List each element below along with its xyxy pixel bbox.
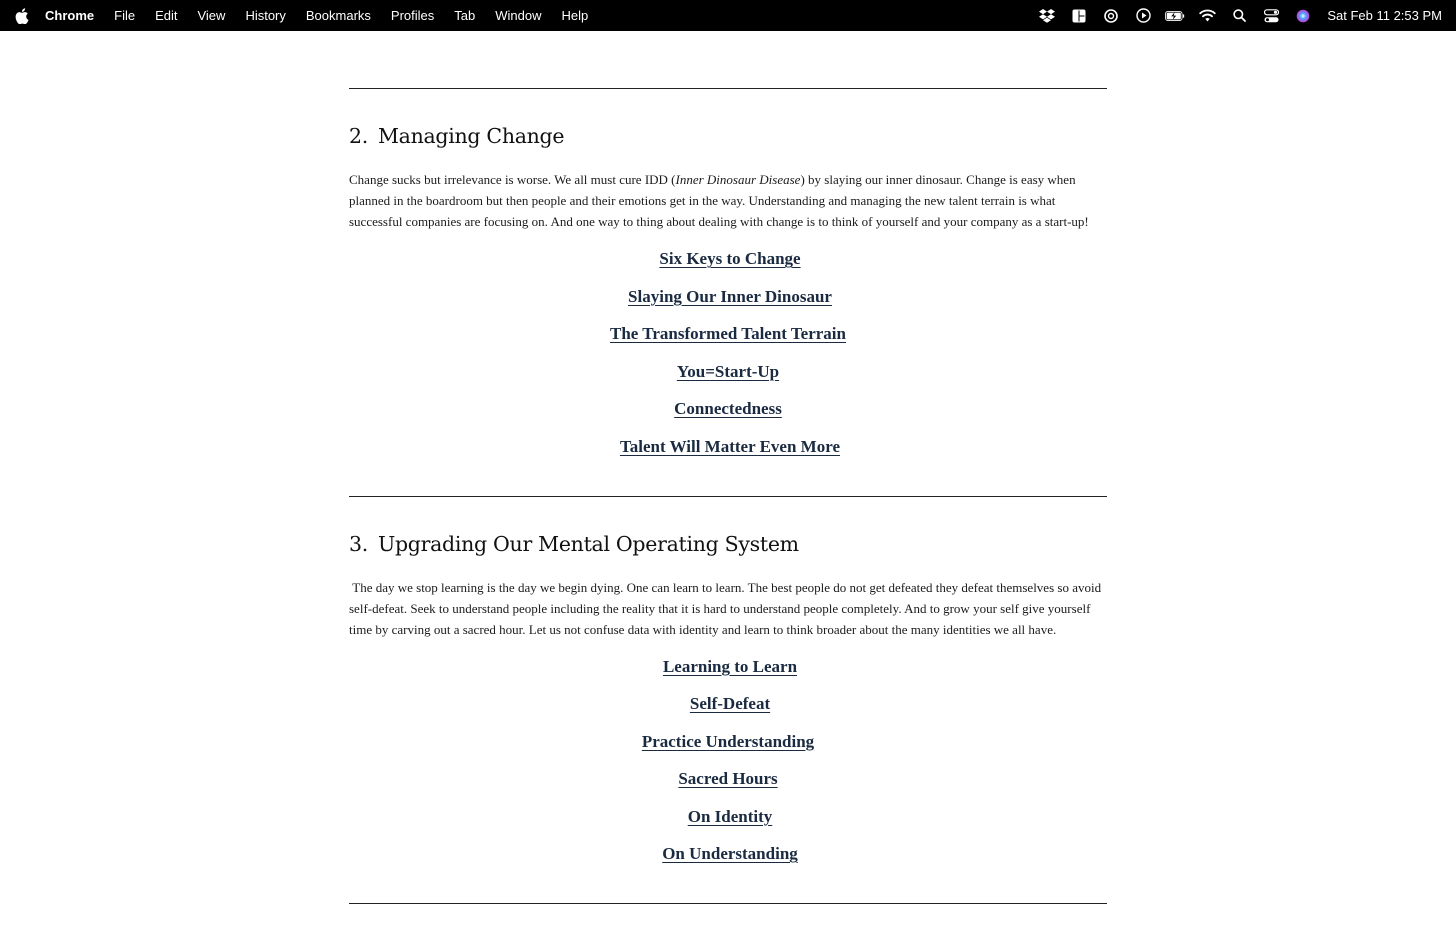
- apple-icon[interactable]: [15, 8, 29, 24]
- clock[interactable]: Sat Feb 11 2:53 PM: [1327, 8, 1442, 23]
- section-managing-change: [349, 123, 1107, 458]
- section-heading: [349, 123, 1107, 149]
- link-learning-to-learn[interactable]: Learning to Learn: [662, 656, 798, 676]
- link-practice-understanding[interactable]: Practice Understanding: [641, 731, 815, 751]
- dropbox-icon[interactable]: [1037, 8, 1057, 24]
- paragraph-text: ) by slaying our inner dinosaur. Change is easy when planned in the boardroom but then people and their emotions get in the way. Understanding and managing the new talent terrain is what successful companies are focusing on. And one way to thing about dealing with change is to think of yourself and your company as a start-up!: [349, 172, 1089, 229]
- section-title: Upgrading Our Mental Operating System: [377, 531, 799, 556]
- window-layout-icon[interactable]: [1069, 8, 1089, 24]
- page-content: [349, 31, 1107, 904]
- section-number: 3.: [349, 531, 368, 556]
- link-self-defeat[interactable]: Self-Defeat: [689, 694, 771, 713]
- link-on-identity[interactable]: On Identity: [687, 806, 773, 826]
- section-heading: [349, 531, 1107, 557]
- section-paragraph: [349, 169, 1107, 232]
- menu-view[interactable]: View: [197, 8, 226, 23]
- menu-file[interactable]: File: [114, 8, 136, 23]
- battery-icon[interactable]: [1165, 8, 1185, 24]
- paragraph-emphasis: Inner Dinosaur Disease: [675, 172, 801, 187]
- control-center-icon[interactable]: [1261, 8, 1281, 24]
- menu-help[interactable]: Help: [561, 8, 589, 23]
- play-icon[interactable]: [1133, 8, 1153, 24]
- link-slaying-our-inner-dinosaur[interactable]: Slaying Our Inner Dinosaur: [628, 286, 832, 306]
- creative-cloud-icon[interactable]: [1101, 8, 1121, 24]
- menu-bookmarks[interactable]: Bookmarks: [305, 8, 371, 23]
- section-title: Managing Change: [377, 124, 565, 148]
- link-six-keys-to-change[interactable]: Six Keys to Change: [659, 249, 801, 268]
- menu-bar-tray: [1025, 0, 1442, 31]
- menu-edit[interactable]: Edit: [155, 8, 178, 23]
- menu-profiles[interactable]: Profiles: [390, 8, 435, 23]
- siri-icon[interactable]: [1293, 8, 1313, 24]
- link-the-transformed-talent-terrain[interactable]: The Transformed Talent Terrain: [610, 324, 846, 343]
- link-on-understanding[interactable]: On Understanding: [662, 844, 798, 863]
- divider: [349, 903, 1107, 904]
- menu-bar: [0, 0, 1456, 31]
- link-list: [349, 248, 1107, 458]
- link-list: [349, 656, 1107, 866]
- link-talent-will-matter-even-more[interactable]: Talent Will Matter Even More: [619, 436, 841, 456]
- link-you-start-up[interactable]: You=Start-Up: [676, 361, 780, 381]
- link-connectedness[interactable]: Connectedness: [674, 399, 782, 418]
- menu-window[interactable]: Window: [495, 8, 542, 23]
- menu-tab[interactable]: Tab: [454, 8, 476, 23]
- menu-bar-left: [0, 0, 608, 31]
- section-paragraph: The day we stop learning is the day we begin dying. One can learn to learn. The best people do not get defeated they defeat themselves so avoid self-defeat. Seek to understand people including the reality that it is hard to understand people completely. And to grow your self give yourself time by carving out a sacred hour. Let us not confuse data with identity and learn to think broader about the many identities we all have.: [349, 579, 1105, 637]
- search-icon[interactable]: [1229, 8, 1249, 24]
- wifi-icon[interactable]: [1197, 8, 1217, 24]
- section-upgrading-mental-os: [349, 531, 1107, 866]
- divider: [349, 496, 1107, 497]
- menu-history[interactable]: History: [245, 8, 286, 23]
- menu-app-chrome[interactable]: Chrome: [45, 8, 95, 23]
- section-number: 2.: [349, 124, 368, 148]
- paragraph-text: Change sucks but irrelevance is worse. We all must cure IDD (: [349, 172, 676, 187]
- link-sacred-hours[interactable]: Sacred Hours: [678, 769, 778, 788]
- divider: [349, 88, 1107, 89]
